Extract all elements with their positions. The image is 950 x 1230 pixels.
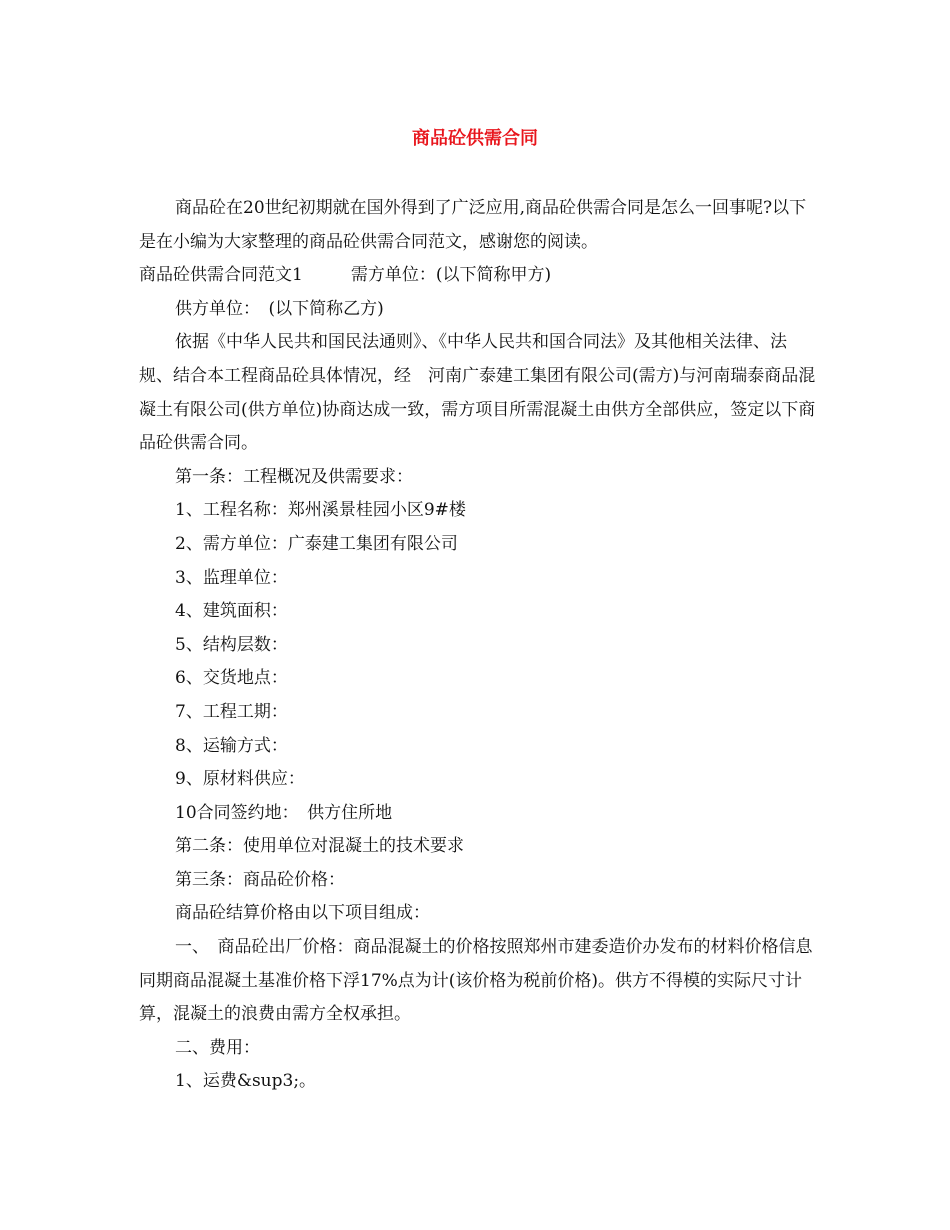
basis-paragraph: 依据《中华人民共和国民法通则》、《中华人民共和国合同法》及其他相关法律、法规、结合本工程商品砼具体情况，经 河南广泰建工集团有限公司(需方)与河南瑞泰商品混凝土有限公司(供方单位)协商达成一致，需方项目所需混凝土由供方全部供应，签定以下商品砼供需合同。 xyxy=(139,332,816,454)
list-item: 9、原材料供应： xyxy=(175,769,305,790)
supply-party: 供方单位： (以下简称乙方) xyxy=(175,298,384,319)
document-body xyxy=(139,192,819,1099)
list-item: 5、结构层数： xyxy=(175,634,288,655)
demand-party: 需方单位：(以下简称甲方) xyxy=(350,265,552,286)
article-2-heading: 第二条：使用单位对混凝土的技术要求 xyxy=(175,836,464,857)
intro-paragraph: 商品砼在20世纪初期就在国外得到了广泛应用,商品砼供需合同是怎么一回事呢?以下是在小编为大家整理的商品砼供需合同范文，感谢您的阅读。 xyxy=(139,198,807,252)
fees-heading: 二、费用： xyxy=(175,1037,260,1058)
list-item: 8、运输方式： xyxy=(175,735,288,756)
article-3-heading: 第三条：商品砼价格： xyxy=(175,869,345,890)
list-item: 3、监理单位： xyxy=(175,567,288,588)
list-item: 10合同签约地： 供方住所地 xyxy=(175,802,393,823)
sample-heading-line xyxy=(139,259,819,293)
sample-heading: 商品砼供需合同范文1 xyxy=(139,265,303,286)
list-item: 4、建筑面积： xyxy=(175,601,288,622)
list-item: 7、工程工期： xyxy=(175,701,288,722)
price-item-1: 一、 商品砼出厂价格：商品混凝土的价格按照郑州市建委造价办发布的材料价格信息同期商品混凝土基准价格下浮17%点为计(该价格为税前价格)。供方不得模的实际尺寸计算，混凝土的浪费由需方全权承担。 xyxy=(139,937,813,1025)
price-intro: 商品砼结算价格由以下项目组成： xyxy=(175,903,430,924)
article-1-heading: 第一条：工程概况及供需要求： xyxy=(175,466,413,487)
list-item: 2、需方单位：广泰建工集团有限公司 xyxy=(175,533,458,554)
list-item: 1、工程名称：郑州溪景桂园小区9#楼 xyxy=(175,500,466,521)
list-item: 6、交货地点： xyxy=(175,668,288,689)
document-title: 商品砼供需合同 xyxy=(412,128,538,149)
fee-item-1: 1、运费&sup3;。 xyxy=(175,1071,317,1092)
